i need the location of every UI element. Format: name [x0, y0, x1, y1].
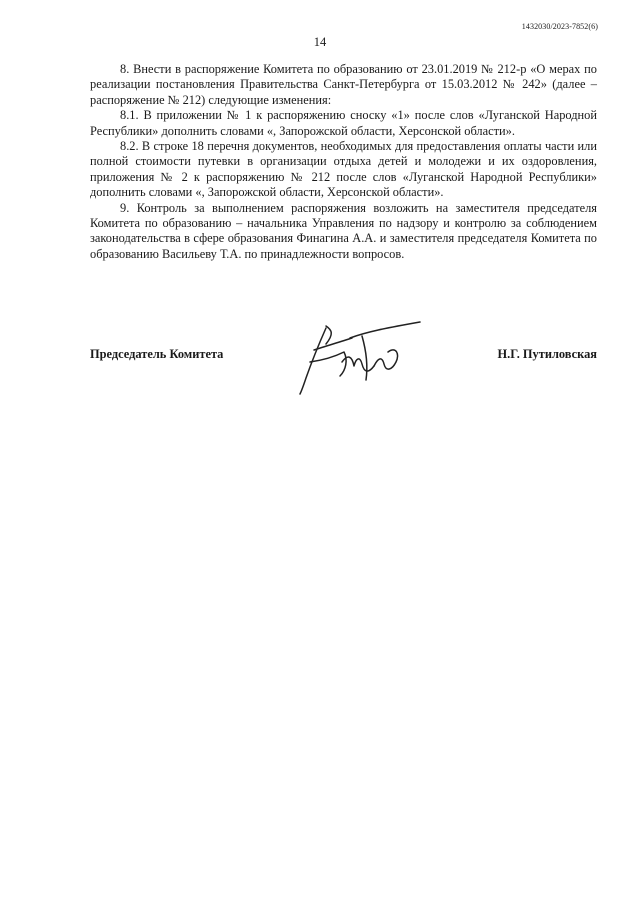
paragraph-8-2: 8.2. В строке 18 перечня документов, необходимых для предоставления оплаты части или полной стоимости путевки в организации отдыха детей и молодежи и их оздоровления, приложения № 2 к распоряжению № 212 после слов «Луганской Народной Республики» дополнить словами «, Запорожской области, Херсонской области». — [90, 139, 597, 200]
page-number: 14 — [313, 35, 327, 49]
paragraph-8: 8. Внести в распоряжение Комитета по образованию от 23.01.2019 № 212-р «О мерах по реализации постановления Правительства Санкт-Петербурга от 15.03.2012 № 242» (далее – распоряжение № 212) следующие изменения: — [90, 62, 597, 107]
signatory-title: Председатель Комитета — [90, 347, 224, 361]
document-body — [90, 62, 597, 262]
document-code: 1432030/2023-7852(6) — [521, 22, 598, 31]
signatory-name: Н.Г. Путиловская — [497, 347, 597, 361]
paragraph-8-1: 8.1. В приложении № 1 к распоряжению сноску «1» после слов «Луганской Народной Республики» дополнить словами «, Запорожской области, Херсонской области». — [90, 108, 597, 138]
paragraph-9: 9. Контроль за выполнением распоряжения возложить на заместителя председателя Комитета по образованию – начальника Управления по надзору и контролю за соблюдением законодательства в сфере образования Финагина А.А. и заместителя председателя Комитета по образованию Васильеву Т.А. по принадлежности вопросов. — [90, 200, 597, 261]
handwritten-signature-icon — [296, 316, 426, 398]
